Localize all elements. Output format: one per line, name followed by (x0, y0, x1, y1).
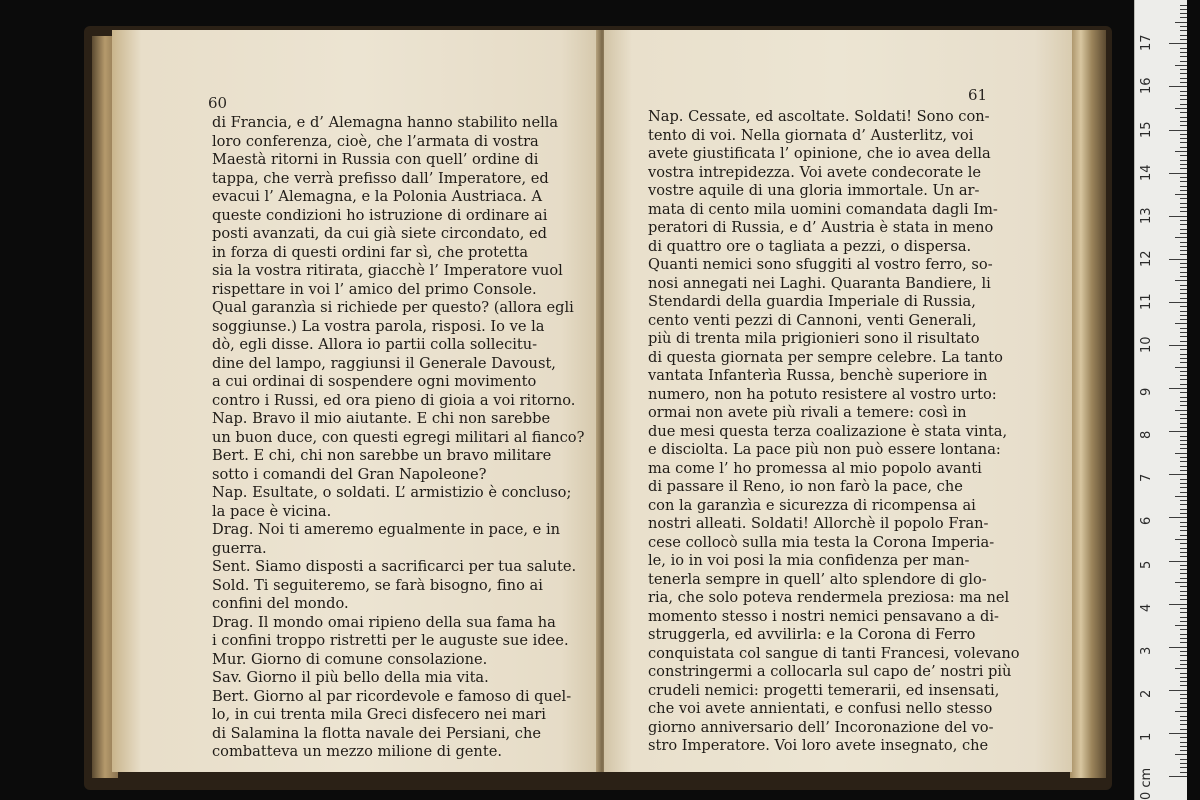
text-line: Bert. Giorno al par ricordevole e famoso di quel- (212, 687, 572, 705)
ruler-tick (1175, 410, 1187, 411)
ruler-tick (1180, 211, 1187, 212)
ruler-tick (1180, 397, 1187, 398)
ruler-tick (1169, 345, 1187, 346)
ruler-tick (1180, 569, 1187, 570)
ruler-tick (1180, 13, 1187, 14)
ruler-tick (1175, 65, 1187, 66)
ruler-tick (1180, 681, 1187, 682)
text-line: struggerla, ed avvilirla: e la Corona di Ferro (648, 626, 976, 643)
ruler-tick (1180, 565, 1187, 566)
text-line: avete giustificata l’ opinione, che io avea della (648, 145, 991, 162)
left-page-text (212, 114, 584, 762)
text-line: di passare il Reno, io non farò la pace, che (648, 478, 963, 495)
text-line: peratori di Russia, e d’ Austria è stata in meno (648, 219, 994, 236)
ruler-tick (1180, 254, 1187, 255)
text-line: dò, egli disse. Allora io partii colla sollecitu- (212, 336, 538, 353)
ruler-tick (1180, 82, 1187, 83)
text-line: Nap. Bravo il mio aiutante. E chi non sarebbe (212, 410, 551, 427)
text-line: tento di voi. Nella giornata d’ Austerlitz, voi (648, 126, 974, 144)
ruler-tick (1180, 737, 1187, 738)
text-line: Stendardi della guardia Imperiale di Russia, (648, 293, 976, 310)
ruler-tick (1180, 9, 1187, 10)
ruler-tick (1180, 293, 1187, 294)
ruler-label: 0 cm (1139, 767, 1154, 800)
text-line: ma come l’ ho promessa al mio popolo avanti (648, 459, 982, 477)
ruler-tick (1180, 229, 1187, 230)
ruler-tick (1180, 147, 1187, 148)
ruler-tick (1180, 487, 1187, 488)
ruler-tick (1180, 595, 1187, 596)
ruler-tick (1175, 711, 1187, 712)
text-line: posti avanzati, da cui già siete circondato, ed (212, 225, 548, 242)
ruler-tick (1180, 319, 1187, 320)
ruler-label: 9 (1139, 387, 1154, 397)
ruler-tick (1180, 651, 1187, 652)
ruler-tick (1180, 591, 1187, 592)
ruler-tick (1180, 638, 1187, 639)
ruler-tick (1180, 35, 1187, 36)
ruler-tick (1169, 216, 1187, 217)
text-line: nostri alleati. Soldati! Allorchè il popolo Fran- (648, 515, 989, 532)
ruler-tick (1175, 108, 1187, 109)
ruler-tick (1180, 142, 1187, 143)
ruler-tick (1180, 69, 1187, 70)
ruler-tick (1180, 311, 1187, 312)
ruler-tick (1180, 26, 1187, 27)
ruler-label: 5 (1139, 560, 1154, 569)
ruler-tick (1180, 461, 1187, 462)
ruler-tick (1175, 539, 1187, 540)
ruler-tick (1169, 517, 1187, 518)
ruler-tick (1180, 306, 1187, 307)
ruler-tick (1180, 276, 1187, 277)
text-line: mata di cento mila uomini comandata dagli Im- (648, 200, 998, 218)
text-line: contro i Russi, ed ora pieno di gioia a voi ritorno. (212, 391, 576, 409)
text-line: evacui l’ Alemagna, e la Polonia Austriaca. A (212, 188, 542, 205)
text-line: sia la vostra ritirata, giacchè l’ Imperatore vuol (212, 262, 563, 279)
ruler-tick (1180, 535, 1187, 536)
ruler-tick (1169, 173, 1187, 174)
ruler-tick (1180, 336, 1187, 337)
ruler-tick (1180, 289, 1187, 290)
ruler-tick (1180, 642, 1187, 643)
ruler-label: 13 (1139, 207, 1154, 224)
ruler-tick (1180, 423, 1187, 424)
ruler-tick (1180, 48, 1187, 49)
ruler-tick (1180, 138, 1187, 139)
ruler-tick (1180, 164, 1187, 165)
ruler-tick (1180, 526, 1187, 527)
ruler-tick (1180, 190, 1187, 191)
ruler-tick (1180, 349, 1187, 350)
ruler-tick (1180, 246, 1187, 247)
ruler-tick (1169, 604, 1187, 605)
ruler-tick (1180, 375, 1187, 376)
left-page-number: 60 (208, 94, 228, 112)
text-line: con la garanzìa e sicurezza di ricompensa ai (648, 496, 976, 514)
ruler-tick (1180, 224, 1187, 225)
ruler-tick (1180, 354, 1187, 355)
ruler-label: 1 (1139, 732, 1154, 741)
ruler-tick (1180, 91, 1187, 92)
ruler-tick (1175, 22, 1187, 23)
ruler-tick (1180, 759, 1187, 760)
ruler-tick (1180, 586, 1187, 587)
right-page-number: 61 (968, 86, 988, 104)
ruler-tick (1180, 95, 1187, 96)
ruler-tick (1180, 207, 1187, 208)
ruler-tick (1180, 177, 1187, 178)
text-line: vostre aquile di una gloria immortale. Un ar- (648, 182, 980, 199)
ruler-tick (1169, 43, 1187, 44)
text-line: Sent. Siamo disposti a sacrificarci per tua salute. (212, 558, 577, 575)
ruler-tick (1180, 716, 1187, 717)
ruler-tick (1169, 259, 1187, 260)
text-line: tenerla sempre in quell’ alto splendore di glo- (648, 570, 987, 588)
ruler-label: 6 (1139, 517, 1154, 526)
ruler-tick (1169, 561, 1187, 562)
ruler-tick (1180, 543, 1187, 544)
text-line: vostra intrepidezza. Voi avete condecorate le (648, 163, 982, 181)
ruler-tick (1180, 52, 1187, 53)
ruler-label: 2 (1139, 689, 1154, 698)
ruler-tick (1180, 483, 1187, 484)
ruler-tick (1180, 660, 1187, 661)
ruler-tick (1180, 155, 1187, 156)
ruler-tick (1180, 61, 1187, 62)
ruler-label: 14 (1139, 164, 1154, 181)
ruler-tick (1180, 117, 1187, 118)
text-line: le, io in voi posi la mia confidenza per man- (648, 552, 970, 569)
ruler-tick (1175, 496, 1187, 497)
ruler-tick (1180, 556, 1187, 557)
ruler-tick (1180, 436, 1187, 437)
ruler-tick (1180, 470, 1187, 471)
ruler-tick (1180, 448, 1187, 449)
ruler-tick (1180, 621, 1187, 622)
ruler-tick (1180, 379, 1187, 380)
text-line: Sold. Ti seguiteremo, se farà bisogno, fino ai (212, 576, 543, 594)
ruler-tick (1169, 431, 1187, 432)
ruler-tick (1180, 698, 1187, 699)
ruler-tick (1175, 754, 1187, 755)
text-line: tappa, che verrà prefisso dall’ Imperatore, ed (212, 169, 549, 187)
text-line: Qual garanzìa si richiede per questo? (allora egli (212, 299, 574, 316)
ruler-tick (1180, 634, 1187, 635)
ruler-tick (1180, 772, 1187, 773)
ruler-tick (1180, 573, 1187, 574)
ruler-tick (1180, 332, 1187, 333)
ruler-tick (1180, 677, 1187, 678)
ruler-tick (1180, 685, 1187, 686)
ruler-tick (1180, 599, 1187, 600)
ruler-tick (1169, 776, 1187, 777)
ruler-tick (1180, 664, 1187, 665)
ruler-tick (1180, 401, 1187, 402)
ruler-tick (1180, 608, 1187, 609)
text-line: vantata Infanterìa Russa, benchè superiore in (648, 367, 988, 384)
ruler-tick (1175, 367, 1187, 368)
ruler-tick (1169, 733, 1187, 734)
ruler-tick (1180, 198, 1187, 199)
ruler-tick (1169, 690, 1187, 691)
text-line: i confini troppo ristretti per le auguste sue idee. (212, 632, 569, 649)
ruler-tick (1180, 707, 1187, 708)
text-line: giorno anniversario dell’ Incoronazione del vo- (648, 718, 994, 736)
ruler-tick (1180, 509, 1187, 510)
text-line: confini del mondo. (212, 595, 349, 612)
ruler-tick (1180, 134, 1187, 135)
ruler-tick (1180, 30, 1187, 31)
right-page-text (648, 108, 1020, 756)
ruler-tick (1175, 151, 1187, 152)
ruler-tick (1180, 629, 1187, 630)
text-line: più di trenta mila prigionieri sono il risultato (648, 330, 980, 347)
ruler-tick (1180, 492, 1187, 493)
text-line: ria, che solo poteva rendermela preziosa: ma nel (648, 589, 1010, 606)
ruler-tick (1180, 466, 1187, 467)
ruler-tick (1180, 729, 1187, 730)
ruler-tick (1180, 384, 1187, 385)
ruler-tick (1180, 315, 1187, 316)
ruler-tick (1180, 272, 1187, 273)
ruler-tick (1180, 358, 1187, 359)
text-line: dine del lampo, raggiunsi il Generale Davoust, (212, 354, 556, 372)
ruler-tick (1175, 280, 1187, 281)
text-line: conquistata col sangue di tanti Francesi, volevano (648, 644, 1020, 662)
ruler-tick (1180, 250, 1187, 251)
text-line: soggiunse.) La vostra parola, risposi. Io ve la (212, 317, 545, 335)
ruler-tick (1180, 220, 1187, 221)
ruler-tick (1180, 427, 1187, 428)
ruler-tick (1180, 763, 1187, 764)
ruler-tick (1180, 444, 1187, 445)
ruler-tick (1180, 121, 1187, 122)
text-line: e disciolta. La pace più non può essere lontana: (648, 441, 1001, 458)
ruler-tick (1180, 73, 1187, 74)
ruler-tick (1180, 242, 1187, 243)
text-line: Bert. E chi, chi non sarebbe un bravo militare (212, 447, 552, 464)
text-line: in forza di questi ordini far sì, che protetta (212, 243, 529, 261)
ruler-tick (1180, 371, 1187, 372)
ruler-tick (1180, 655, 1187, 656)
ruler-tick (1180, 112, 1187, 113)
ruler-tick (1180, 341, 1187, 342)
text-line: stro Imperatore. Voi loro avete insegnato, che (648, 737, 989, 754)
ruler-tick (1180, 263, 1187, 264)
text-line: guerra. (212, 539, 267, 557)
text-line: constringermi a collocarla sul capo de’ nostri più (648, 663, 1012, 680)
ruler-tick (1180, 673, 1187, 674)
ruler-tick (1180, 328, 1187, 329)
text-line: di Salamina la flotta navale dei Persiani, che (212, 724, 542, 742)
text-line: Drag. Il mondo omai ripieno della sua fama ha (212, 613, 556, 631)
ruler-tick (1180, 186, 1187, 187)
text-line: cento venti pezzi di Cannoni, venti Generali, (648, 311, 977, 329)
ruler-label: 8 (1139, 430, 1154, 440)
ruler-label: 16 (1139, 77, 1154, 95)
ruler-tick (1180, 742, 1187, 743)
ruler-tick (1180, 617, 1187, 618)
text-line: Drag. Noi ti ameremo egualmente in pace, e in (212, 521, 561, 538)
text-line: crudeli nemici: progetti temerarii, ed insensati, (648, 681, 1000, 699)
ruler-label: 4 (1139, 603, 1154, 612)
text-line: combatteva un mezzo milione di gente. (212, 743, 502, 760)
left-page (112, 30, 600, 772)
text-line: cese collocò sulla mia testa la Corona Imperia- (648, 533, 995, 551)
ruler-tick (1180, 724, 1187, 725)
text-line: Mur. Giorno di comune consolazione. (212, 650, 488, 668)
ruler-tick (1169, 302, 1187, 303)
ruler-tick (1169, 388, 1187, 389)
text-line: Nap. Esultate, o soldati. L’ armistizio è concluso; (212, 484, 572, 501)
text-line: nosi annegati nei Laghi. Quaranta Bandiere, li (648, 274, 991, 292)
ruler-tick (1180, 548, 1187, 549)
ruler-tick (1180, 457, 1187, 458)
ruler-tick (1180, 522, 1187, 523)
ruler-tick (1180, 56, 1187, 57)
text-line: ormai non avete più rivali a temere: così in (648, 404, 967, 421)
ruler-tick (1169, 647, 1187, 648)
ruler-tick (1175, 668, 1187, 669)
text-line: lo, in cui trenta mila Greci disfecero nei mari (212, 706, 546, 723)
ruler-tick (1180, 203, 1187, 204)
ruler-tick (1180, 513, 1187, 514)
ruler-tick (1175, 194, 1187, 195)
text-line: queste condizioni ho istruzione di ordinare ai (212, 206, 548, 224)
ruler-tick (1180, 5, 1187, 6)
ruler-label: 15 (1139, 120, 1154, 138)
ruler-label: 17 (1139, 34, 1154, 52)
ruler-tick (1180, 17, 1187, 18)
ruler-tick (1180, 720, 1187, 721)
ruler-tick (1180, 578, 1187, 579)
text-line: la pace è vicina. (212, 502, 332, 520)
right-page-edges (1070, 30, 1106, 778)
text-line: rispettare in voi l’ amico del primo Console. (212, 280, 537, 298)
ruler-tick (1180, 750, 1187, 751)
ruler-tick (1180, 405, 1187, 406)
ruler-label: 3 (1139, 646, 1154, 655)
ruler-tick (1175, 453, 1187, 454)
ruler-tick (1180, 39, 1187, 40)
ruler-tick (1180, 612, 1187, 613)
text-line: momento stesso i nostri nemici pensavano a di- (648, 607, 999, 625)
text-line: Sav. Giorno il più bello della mia vita. (212, 669, 489, 686)
ruler-tick (1169, 130, 1187, 131)
ruler-tick (1180, 181, 1187, 182)
ruler-tick (1169, 474, 1187, 475)
ruler-tick (1180, 530, 1187, 531)
ruler-label: 7 (1139, 474, 1154, 483)
ruler-tick (1180, 168, 1187, 169)
ruler-tick (1180, 267, 1187, 268)
ruler-tick (1180, 233, 1187, 234)
ruler-tick (1180, 414, 1187, 415)
ruler-tick (1180, 440, 1187, 441)
ruler-tick (1175, 323, 1187, 324)
text-line: sotto i comandi del Gran Napoleone? (212, 465, 487, 483)
text-line: che voi avete annientati, e confusi nello stesso (648, 700, 993, 717)
ruler-tick (1180, 285, 1187, 286)
ruler-label: 11 (1139, 293, 1154, 310)
ruler-tick (1180, 552, 1187, 553)
text-line: Maestà ritorni in Russia con quell’ ordine di (212, 151, 539, 168)
text-line: Quanti nemici sono sfuggiti al vostro ferro, so- (648, 256, 993, 273)
ruler-tick (1180, 160, 1187, 161)
text-line: a cui ordinai di sospendere ogni movimento (212, 373, 537, 390)
ruler-tick (1180, 500, 1187, 501)
ruler-tick (1180, 298, 1187, 299)
ruler-tick (1180, 104, 1187, 105)
ruler-tick (1180, 746, 1187, 747)
ruler-tick (1180, 703, 1187, 704)
ruler-tick (1180, 767, 1187, 768)
ruler-tick (1175, 237, 1187, 238)
ruler-tick (1180, 99, 1187, 100)
ruler-tick (1180, 694, 1187, 695)
ruler-tick (1180, 362, 1187, 363)
ruler-label: 10 (1139, 336, 1154, 353)
ruler-label: 12 (1139, 250, 1154, 267)
ruler-tick (1180, 504, 1187, 505)
ruler-tick (1180, 78, 1187, 79)
right-page (604, 30, 1072, 772)
ruler-tick (1175, 625, 1187, 626)
ruler-tick (1180, 392, 1187, 393)
ruler-tick (1180, 479, 1187, 480)
text-line: un buon duce, con questi egregi militari al fianco? (212, 428, 585, 446)
text-line: due mesi questa terza coalizazione è stata vinta, (648, 422, 1008, 440)
text-line: di Francia, e d’ Alemagna hanno stabilito nella (212, 114, 559, 131)
measurement-ruler (1134, 0, 1187, 800)
text-line: di quattro ore o tagliata a pezzi, o dispersa. (648, 237, 972, 255)
text-line: Nap. Cessate, ed ascoltate. Soldati! Sono con- (648, 108, 990, 125)
ruler-tick (1175, 582, 1187, 583)
text-line: loro conferenza, cioè, che l’armata di vostra (212, 132, 539, 150)
ruler-tick (1180, 125, 1187, 126)
ruler-tick (1180, 418, 1187, 419)
text-line: numero, non ha potuto resistere al vostro urto: (648, 385, 997, 403)
text-line: di questa giornata per sempre celebre. La tanto (648, 348, 1003, 366)
ruler-tick (1169, 86, 1187, 87)
